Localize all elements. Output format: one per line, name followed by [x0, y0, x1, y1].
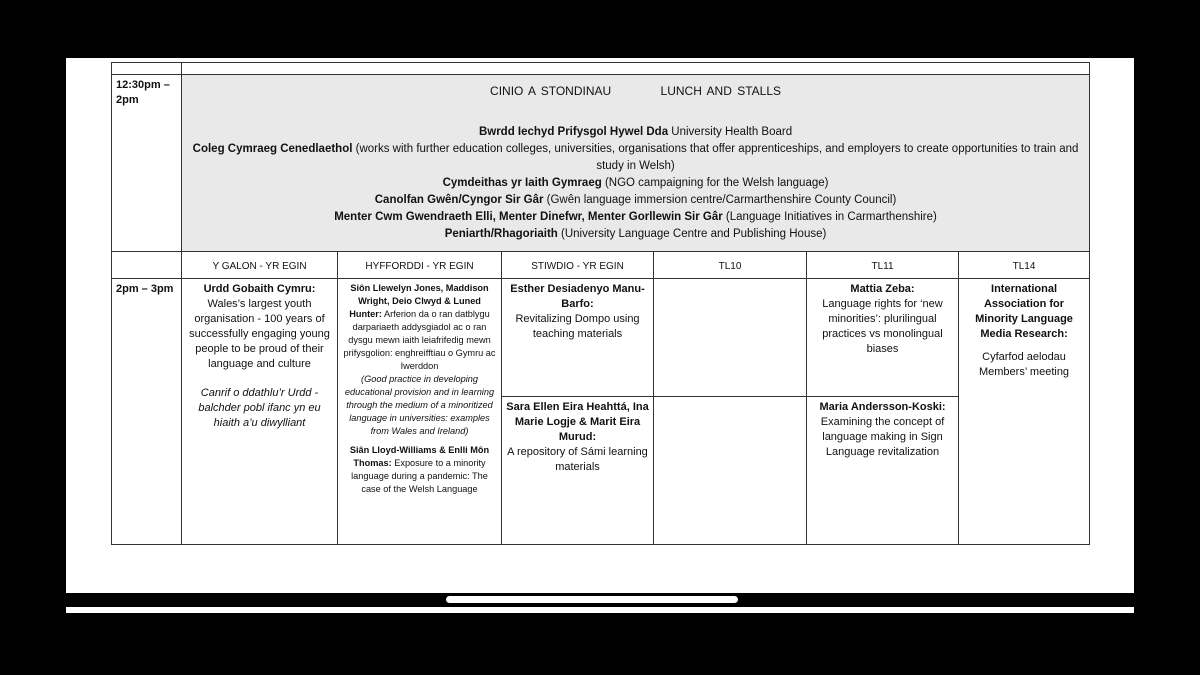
- tl10-cell: [654, 279, 807, 545]
- lunch-cell: [182, 75, 1090, 252]
- tl11-b-title: Examining the concept of language making in Sign Language revitalization: [820, 416, 945, 458]
- stall-item: Canolfan Gwên/Cyngor Sir Gâr (Gwên language immersion centre/Carmarthenshire County Council): [374, 194, 897, 206]
- tl11-a-title: Language rights for ‘new minorities’: plurilingual practices vs monolingual biases: [822, 298, 943, 355]
- tl11-b-authors: Maria Andersson-Koski:: [819, 401, 946, 413]
- lunch-row: [112, 75, 1090, 252]
- hyfforddi-b-authors: Siân Lloyd-Williams & Enlli Môn Thomas:: [349, 445, 490, 468]
- galon-cell: [182, 279, 338, 545]
- schedule-table: [111, 62, 1090, 545]
- stall-item: Coleg Cymraeg Cenedlaethol (works with further education colleges, universities, organisations that offer apprenticeships, and employers to create opportunities to train and study in Welsh): [192, 143, 1079, 172]
- lunch-title-cy: CINIO A STONDINAU: [490, 84, 612, 98]
- room-header: STIWDIO - YR EGIN: [502, 252, 654, 279]
- hyfforddi-a-title-en: (Good practice in developing educational provision and in learning through the medium of a minoritized language in universities: examples from Wales and Ireland): [344, 374, 495, 436]
- tl14-cell: [959, 279, 1090, 545]
- bottom-bar: [66, 607, 1134, 613]
- table-top-row: [112, 63, 1090, 75]
- room-header: TL10: [654, 252, 807, 279]
- lunch-time: 12:30pm – 2pm: [112, 75, 182, 252]
- galon-text: Wales’s largest youth organisation - 100 years of successfully engaging young people to be proud of their language and culture: [189, 298, 330, 370]
- room-header: TL14: [959, 252, 1090, 279]
- stall-item: Menter Cwm Gwendraeth Elli, Menter Dinefwr, Menter Gorllewin Sir Gâr (Language Initiatives in Carmarthenshire): [334, 211, 937, 223]
- room-header-row: [112, 252, 1090, 279]
- room-header: TL11: [807, 252, 959, 279]
- stiwdio-b-authors: Sara Ellen Eira Heahttá, Ina Marie Logje & Marit Eira Murud:: [506, 401, 649, 443]
- hyfforddi-a-authors: Siôn Llewelyn Jones, Maddison Wright, Deio Clwyd & Luned Hunter:: [349, 283, 489, 319]
- stall-item: Peniarth/Rhagoriaith (University Language Centre and Publishing House): [444, 228, 827, 240]
- room-header: Y GALON - YR EGIN: [182, 252, 338, 279]
- horizontal-scrollbar[interactable]: [446, 596, 738, 603]
- room-header: HYFFORDDI - YR EGIN: [338, 252, 502, 279]
- hyfforddi-b-title: Exposure to a minority language during a pandemic: The case of the Welsh Language: [351, 458, 488, 494]
- stall-item: Cymdeithas yr Iaith Gymraeg (NGO campaigning for the Welsh language): [442, 177, 829, 189]
- hyfforddi-cell: [338, 279, 502, 545]
- tl14-text-en: Members’ meeting: [978, 366, 1070, 378]
- stiwdio-a-authors: Esther Desiadenyo Manu-Barfo:: [510, 283, 645, 310]
- tl11-cell: [807, 279, 959, 545]
- stiwdio-b-title: A repository of Sámi learning materials: [507, 446, 648, 473]
- tl11-a-authors: Mattia Zeba:: [850, 283, 915, 295]
- stiwdio-cell: [502, 279, 654, 545]
- stiwdio-a-title: Revitalizing Dompo using teaching materials: [515, 313, 640, 340]
- galon-title: Urdd Gobaith Cymru:: [203, 283, 316, 295]
- galon-text-cy: Canrif o ddathlu’r Urdd - balchder pobl ifanc yn eu hiaith a’u diwylliant: [198, 387, 321, 429]
- tl14-title: International Association for Minority Language Media Research:: [975, 283, 1073, 340]
- stall-item: Bwrdd Iechyd Prifysgol Hywel Dda University Health Board: [478, 126, 793, 138]
- session-row: [112, 279, 1090, 545]
- hyfforddi-a-title-cy: Arferion da o ran datblygu darpariaeth addysgiadol ac o ran dysgu mewn iaith leiafrifedig mewn prifysgolion: enghreifftiau o Gymru ac Iwerddon: [343, 309, 496, 371]
- lunch-title-en: LUNCH AND STALLS: [660, 84, 782, 98]
- tl14-text-cy: Cyfarfod aelodau: [982, 351, 1066, 363]
- session-time: 2pm – 3pm: [112, 279, 182, 545]
